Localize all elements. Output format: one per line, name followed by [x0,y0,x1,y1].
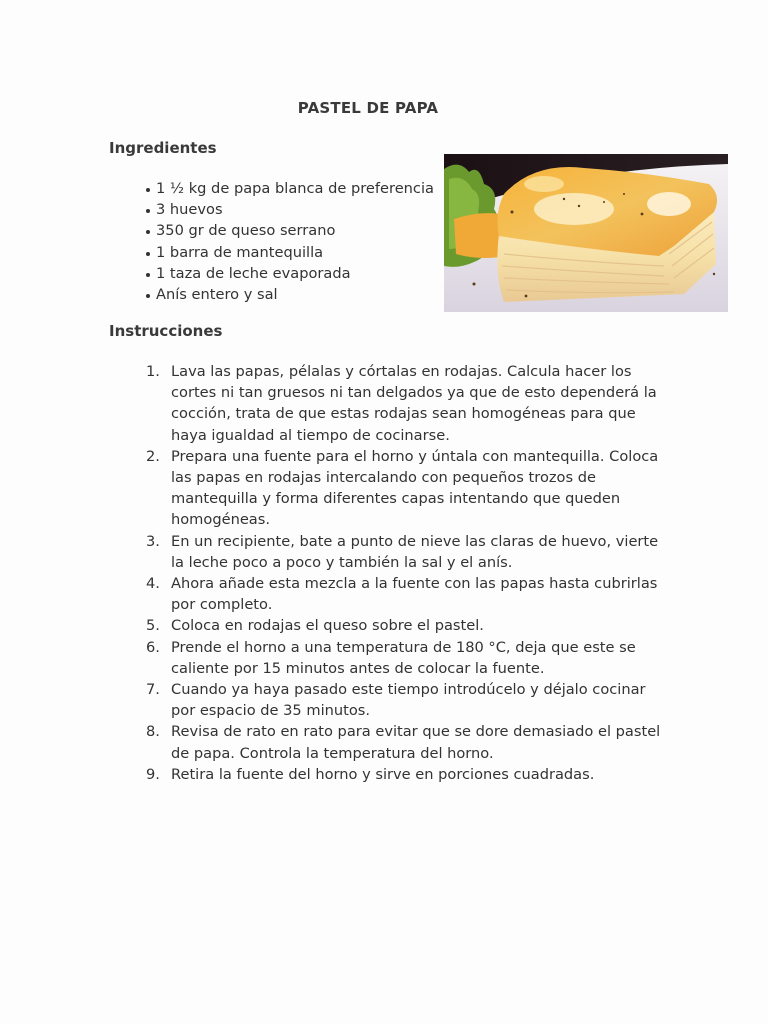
recipe-photo [444,154,728,312]
step-number: 4. [146,575,160,593]
step-number: 7. [146,681,160,699]
ingredient-text: 1 ½ kg de papa blanca de preferencia [156,180,434,197]
step-number: 2. [146,447,160,465]
instruction-step [146,573,666,615]
step-text: Prende el horno a una temperatura de 180 °C, deja que este se caliente por 15 minutos antes de colocar la fuente. [171,638,636,677]
potato-gratin-image-icon [444,154,728,312]
instructions-heading: Instrucciones [109,322,223,340]
step-number: 8. [146,723,160,741]
step-number: 5. [146,617,160,635]
recipe-title [0,99,736,117]
ingredient-text: 1 taza de leche evaporada [156,264,351,282]
instruction-step [146,446,666,531]
step-number: 1. [146,363,160,380]
bullet-icon [146,294,150,298]
ingredient-item [145,284,434,305]
bullet-icon [146,273,150,277]
ingredient-text: 3 huevos [156,201,223,219]
ingredient-item [145,178,434,199]
instructions-list [146,361,666,785]
instruction-step [146,679,666,721]
ingredient-item [145,220,434,241]
step-text: Coloca en rodajas el queso sobre el pastel. [171,617,484,635]
instruction-step [146,615,666,636]
step-number: 9. [146,765,160,783]
ingredient-item [145,242,434,263]
step-text: Retira la fuente del horno y sirve en porciones cuadradas. [171,765,595,783]
bullet-icon [146,209,150,213]
instruction-step [146,637,666,679]
recipe-title-text: PASTEL DE PAPA [297,99,439,117]
ingredient-item [145,263,434,284]
instruction-step [146,361,666,446]
step-number: 6. [146,638,160,656]
step-number: 3. [146,532,160,550]
ingredients-list [145,178,434,305]
bullet-icon [146,188,150,192]
ingredient-item [145,199,434,220]
ingredient-text: Anís entero y sal [156,286,278,304]
step-text: Lava las papas, pélalas y córtalas en rodajas. Calcula hacer los cortes ni tan gruesos ni tan delgados ya que de esto dependerá la cocción, trata de que estas rodajas sean homogéneas para que haya igualdad al tiempo de cocinarse. [171,363,657,444]
step-text: Prepara una fuente para el horno y úntala con mantequilla. Coloca las papas en rodajas intercalando con pequeños trozos de mantequilla y forma diferentes capas intentando que queden homogéneas. [171,447,659,529]
bullet-icon [146,230,150,234]
ingredient-text: 1 barra de mantequilla [156,243,324,261]
step-text: Cuando ya haya pasado este tiempo introdúcelo y déjalo cocinar por espacio de 35 minutos. [171,681,646,720]
step-text: En un recipiente, bate a punto de nieve las claras de huevo, vierte la leche poco a poco y también la sal y el anís. [171,532,659,571]
step-text: Ahora añade esta mezcla a la fuente con las papas hasta cubrirlas por completo. [171,575,658,614]
step-text: Revisa de rato en rato para evitar que se dore demasiado el pastel de papa. Controla la temperatura del horno. [171,723,661,762]
ingredients-heading: Ingredientes [109,139,217,157]
ingredient-text: 350 gr de queso serrano [156,222,336,240]
bullet-icon [146,252,150,256]
instruction-step [146,764,666,785]
instruction-step [146,531,666,573]
instruction-step [146,721,666,763]
